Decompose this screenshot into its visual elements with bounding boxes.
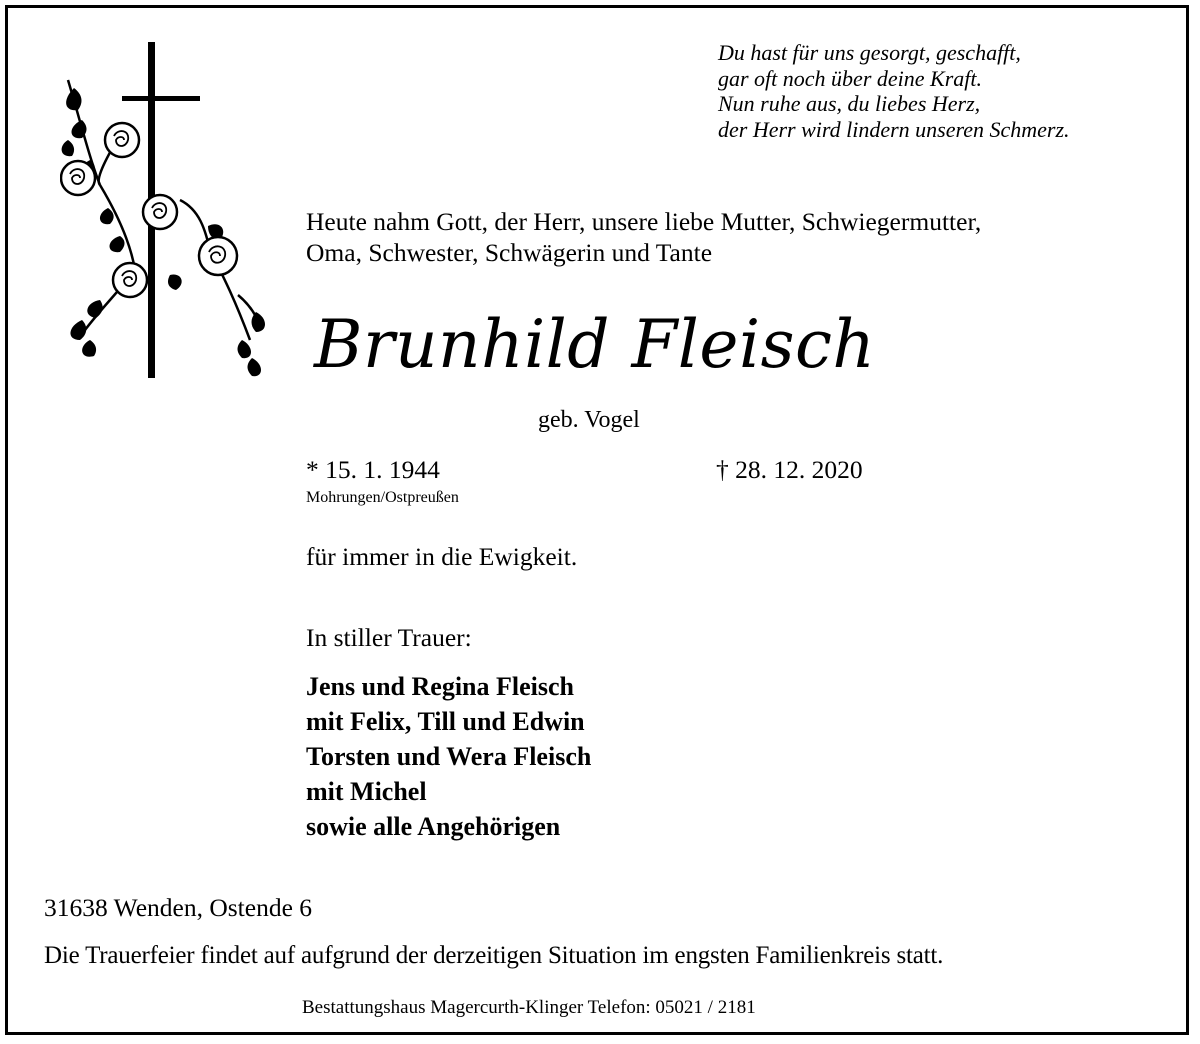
- death-date: † 28. 12. 2020: [716, 455, 863, 484]
- mourning-label: In stiller Trauer:: [306, 623, 472, 652]
- intro-line: Oma, Schwester, Schwägerin und Tante: [306, 238, 713, 267]
- birth-date: * 15. 1. 1944: [306, 455, 440, 484]
- mourner-line: Jens und Regina Fleisch: [306, 672, 574, 701]
- ceremony-note: Die Trauerfeier findet auf aufgrund der derzeitigen Situation im engsten Familienkreis statt.: [44, 942, 944, 969]
- verse-line: gar oft noch über deine Kraft.: [718, 65, 982, 91]
- cross-with-roses-icon: [60, 40, 270, 385]
- eternity-line: für immer in die Ewigkeit.: [306, 542, 578, 571]
- mourner-line: sowie alle Angehörigen: [306, 812, 561, 841]
- deceased-name: Brunhild Fleisch: [314, 306, 876, 383]
- address: 31638 Wenden, Ostende 6: [44, 893, 313, 922]
- birthplace: Mohrungen/Ostpreußen: [306, 489, 459, 506]
- funeral-home: Bestattungshaus Magercurth-Klinger Telefon: 05021 / 2181: [302, 997, 756, 1018]
- mourner-line: mit Felix, Till und Edwin: [306, 707, 585, 736]
- verse-line: Nun ruhe aus, du liebes Herz,: [718, 91, 981, 116]
- verse: [718, 40, 1070, 142]
- verse-line: Du hast für uns gesorgt, geschafft,: [718, 40, 1021, 65]
- intro-line: Heute nahm Gott, der Herr, unsere liebe Mutter, Schwiegermutter,: [306, 207, 982, 236]
- mourner-line: Torsten und Wera Fleisch: [306, 742, 592, 771]
- mourner-line: mit Michel: [306, 777, 427, 806]
- verse-line: der Herr wird lindern unseren Schmerz.: [718, 116, 1070, 142]
- mourners-list: [306, 669, 591, 844]
- birth-name: geb. Vogel: [538, 407, 640, 433]
- intro-text: [306, 206, 981, 268]
